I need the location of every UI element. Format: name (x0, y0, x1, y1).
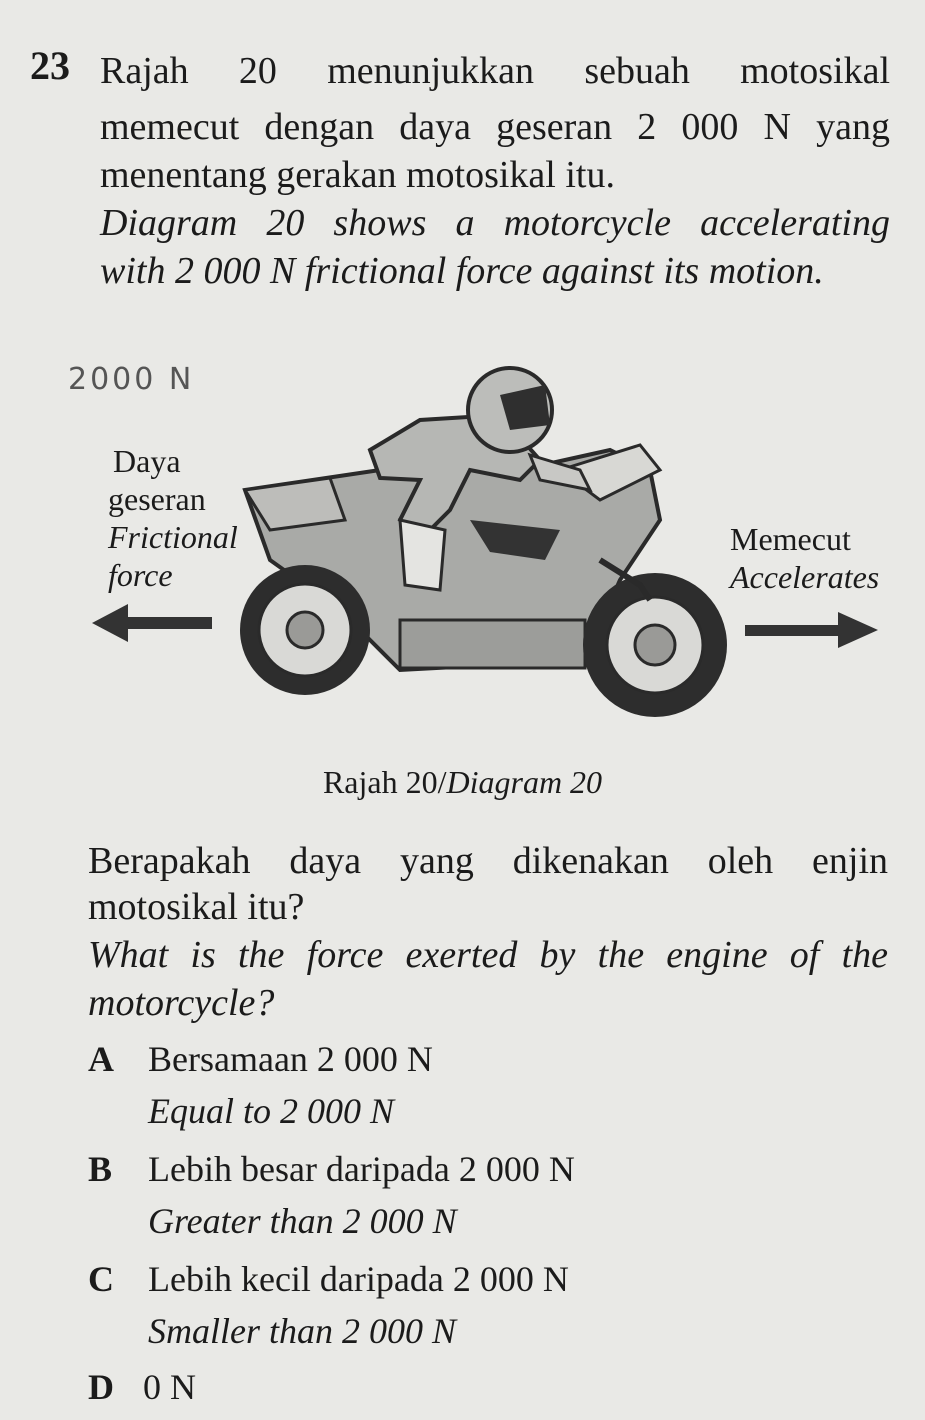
diagram-caption (0, 764, 925, 801)
question-malay-line-1: Rajah 20 menunjukkan sebuah motosikal (100, 50, 890, 92)
frictional-force-arrow (92, 604, 212, 642)
accelerates-label-english: Accelerates (730, 559, 880, 595)
frictional-label-malay-2: geseran (108, 481, 206, 517)
caption-english: Diagram 20 (446, 764, 603, 800)
option-english: Greater than 2 000 N (148, 1201, 457, 1241)
option-letter: B (88, 1149, 113, 1189)
frictional-label-malay-1: Daya (113, 443, 181, 479)
question-english-line-2: with 2 000 N frictional force against its motion. (100, 250, 824, 292)
option-english: Smaller than 2 000 N (148, 1311, 457, 1351)
option-malay: Bersamaan 2 000 N (148, 1039, 433, 1079)
motorcycle-illustration (240, 368, 727, 717)
option-english: Equal to 2 000 N (148, 1091, 395, 1131)
caption-malay: Rajah 20/ (322, 764, 447, 800)
prompt-malay-line-1: Berapakah daya yang dikenakan oleh enjin (88, 840, 888, 882)
prompt-malay-line-2: motosikal itu? (88, 886, 305, 928)
prompt-english-line-1: What is the force exerted by the engine of the (88, 934, 888, 976)
acceleration-arrow (745, 612, 878, 648)
option-malay: Lebih kecil daripada 2 000 N (148, 1259, 569, 1299)
option-malay: Lebih besar daripada 2 000 N (148, 1149, 575, 1189)
frictional-label-english-1: Frictional (108, 519, 238, 555)
question-malay-line-2: memecut dengan daya geseran 2 000 N yang (100, 106, 890, 148)
accelerates-label-malay: Memecut (730, 521, 851, 557)
question-malay-line-3: menentang gerakan motosikal itu. (100, 154, 615, 196)
frictional-label-english-2: force (108, 557, 173, 593)
option-malay: 0 N (143, 1367, 196, 1407)
handwritten-note: 2000 N (68, 362, 195, 397)
prompt-english-line-2: motorcycle? (88, 982, 275, 1024)
option-letter: C (88, 1259, 114, 1299)
question-number: 23 (30, 43, 70, 88)
question-english-line-1: Diagram 20 shows a motorcycle accelerating (100, 202, 890, 244)
option-letter: A (88, 1039, 114, 1079)
option-letter: D (88, 1367, 114, 1407)
